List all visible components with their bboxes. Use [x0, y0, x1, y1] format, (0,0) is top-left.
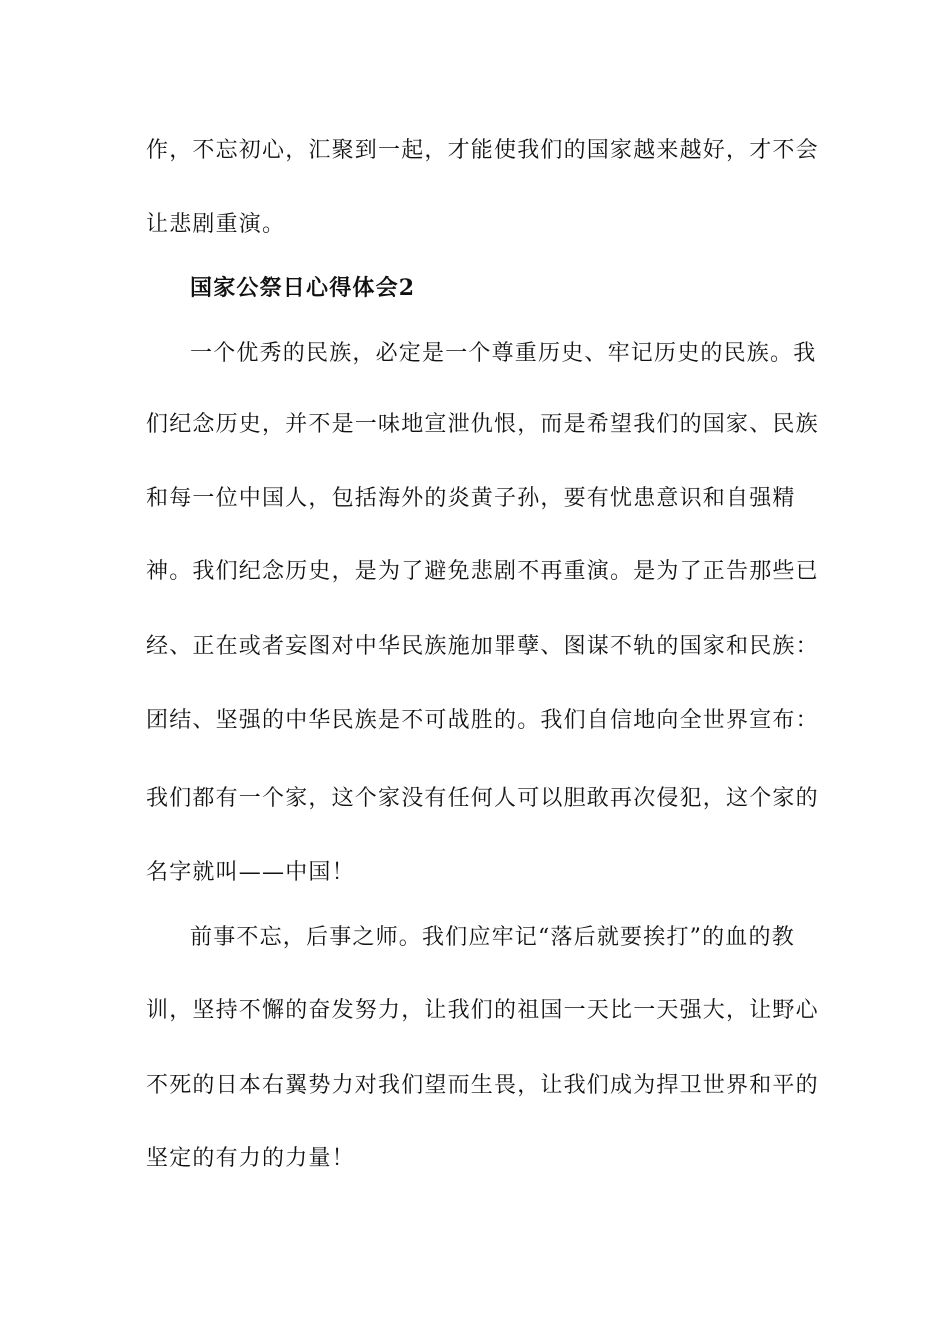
paragraph-line: 一个优秀的民族，必定是一个尊重历史、牢记历史的民族。我	[190, 341, 817, 366]
section-heading: 国家公祭日心得体会2	[190, 275, 416, 301]
paragraph-line: 神。我们纪念历史，是为了避免悲剧不再重演。是为了正告那些已	[146, 559, 819, 584]
paragraph-line: 团结、坚强的中华民族是不可战胜的。我们自信地向全世界宣布：	[146, 708, 819, 733]
paragraph-line: 们纪念历史，并不是一味地宣泄仇恨，而是希望我们的国家、民族	[146, 412, 819, 437]
paragraph-line: 和每一位中国人，包括海外的炎黄子孙，要有忧患意识和自强精	[146, 486, 796, 511]
paragraph-line: 坚定的有力的力量！	[146, 1146, 355, 1171]
paragraph-line: 名字就叫——中国！	[146, 860, 355, 885]
paragraph-line: 我们都有一个家，这个家没有任何人可以胆敢再次侵犯，这个家的	[146, 786, 819, 811]
paragraph-line: 作，不忘初心，汇聚到一起，才能使我们的国家越来越好，才不会	[146, 138, 819, 163]
paragraph-line: 经、正在或者妄图对中华民族施加罪孽、图谋不轨的国家和民族：	[146, 634, 819, 659]
paragraph-line: 前事不忘，后事之师。我们应牢记“落后就要挨打”的血的教	[190, 925, 795, 950]
paragraph-line: 不死的日本右翼势力对我们望而生畏，让我们成为捍卫世界和平的	[146, 1073, 819, 1098]
paragraph-line: 训，坚持不懈的奋发努力，让我们的祖国一天比一天强大，让野心	[146, 998, 819, 1023]
paragraph-line: 让悲剧重演。	[146, 212, 286, 237]
